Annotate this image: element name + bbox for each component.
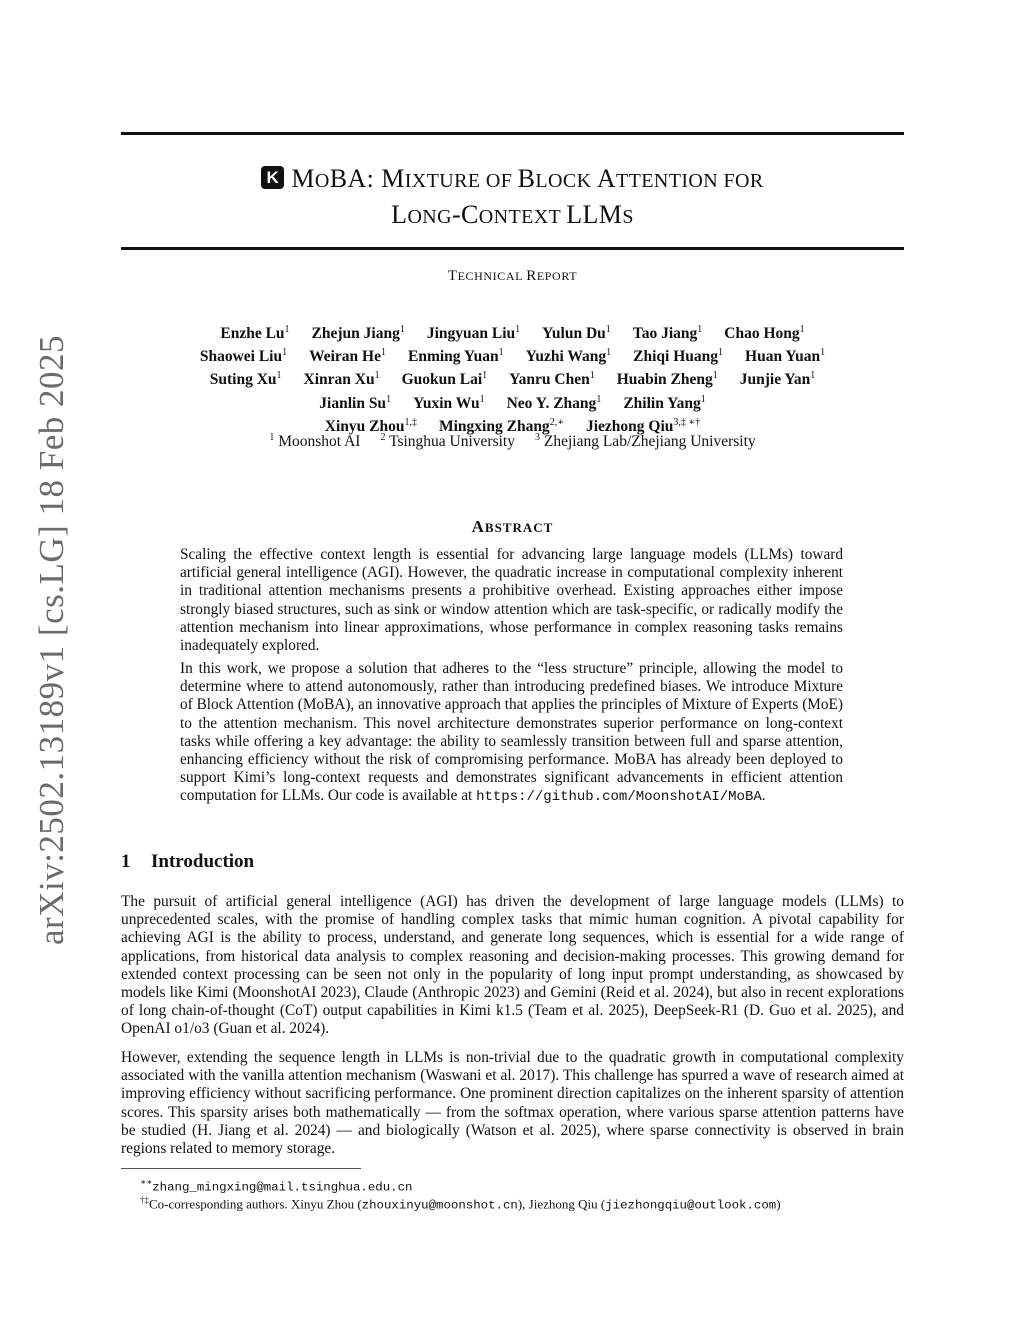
footnote-rule [121, 1168, 361, 1169]
affiliation-marker: 1,‡ [404, 416, 417, 428]
author-name-text: Jianlin Su [319, 394, 387, 412]
author-name-text: Enming Yuan [408, 348, 499, 366]
author-name-text: Tao Jiang [632, 325, 698, 343]
affiliation-marker: 2,∗ [549, 416, 564, 428]
affiliation-marker: 1 [799, 324, 805, 335]
author-list [121, 320, 904, 436]
affiliation-marker: 1 [605, 324, 611, 335]
author-name [309, 348, 386, 365]
affiliation-marker: 1 [276, 370, 282, 382]
author-name-text: Enzhe Lu [220, 325, 285, 343]
footnote-email-link[interactable]: zhang_mingxing@mail.tsinghua.edu.cn [152, 1180, 413, 1195]
affiliation-marker: 1 [498, 347, 504, 359]
author-name [526, 348, 612, 365]
author-row [121, 366, 904, 389]
arxiv-identifier-stamp: arXiv:2502.13189v1 [cs.LG] 18 Feb 2025 [32, 334, 71, 945]
author-name-text: Chao Hong [724, 325, 800, 343]
title-line-2: LONG-CONTEXT LLMS [391, 200, 634, 229]
footnote-email-link[interactable]: jiezhongqiu@outlook.com [605, 1198, 777, 1213]
author-name-text: Zhilin Yang [623, 394, 701, 412]
abstract-heading: ABSTRACT [471, 517, 554, 536]
author-name [220, 325, 289, 342]
affiliation-marker: 1 [374, 370, 380, 382]
author-name-text: Shaowei Liu [199, 348, 283, 366]
author-row [121, 320, 904, 343]
title-bottom-rule [121, 247, 904, 250]
affiliation-marker: 1 [282, 347, 288, 359]
author-name-text: Zhiqi Huang [633, 348, 719, 366]
affiliation-marker: 1 [386, 393, 392, 405]
affiliation [269, 433, 360, 450]
author-name [633, 348, 723, 365]
author-name [304, 371, 380, 388]
affiliation [380, 433, 515, 450]
author-name-text: Mingxing Zhang [439, 417, 550, 435]
affiliation-number: 2 [380, 432, 386, 443]
footnote-email-link[interactable]: zhouxinyu@moonshot.cn [361, 1198, 518, 1213]
affiliation-marker: 1 [810, 370, 816, 382]
footnote-2: †‡Co-corresponding authors. Xinyu Zhou (zhouxinyu@moonshot.cn), Jiezhong Qiu (jiezhongqiu@outlook.com) [140, 1195, 781, 1213]
author-row [121, 389, 904, 412]
paper-title [121, 162, 904, 234]
author-name [402, 371, 488, 388]
abstract-paragraph-2: In this work, we propose a solution that adheres to the “less structure” principle, allowing the model to determine where to attend autonomously, rather than introducing predefined biases. We introduce Mixture of Block Attention (MoBA), an innovative approach that applies the principles of Mixture of Experts (MoE) to the attention mechanism. This novel architecture demonstrates superior performance on long-context tasks while offering a key advantage: the ability to seamlessly transition between full and sparse attention, enhancing efficiency without the risk of compromising performance. MoBA has already been deployed to support Kimi’s long-context requests and demonstrates significant advancements in efficient attention computation for LLMs. Our code is available at https://github.com/MoonshotAI/MoBA. [180, 660, 843, 806]
affiliation-name: Tsinghua University [389, 433, 515, 451]
affiliation-marker: 1 [606, 347, 612, 359]
affiliation-marker: 1 [284, 324, 290, 335]
author-name-text: Xinran Xu [303, 371, 375, 389]
affiliation-number: 3 [535, 432, 540, 443]
author-name-text: Yuzhi Wang [525, 348, 607, 366]
affiliation-marker: 1 [381, 347, 386, 359]
author-name-text: Neo Y. Zhang [506, 394, 597, 412]
affiliation-number: 1 [269, 432, 275, 443]
affiliation-list [121, 432, 904, 451]
intro-paragraph-2: However, extending the sequence length in LLMs is non-trivial due to the quadratic growth in computational complexity associated with the vanilla attention mechanism (Waswani et al. 2017). This challenge has spurred a wave of research aimed at improving efficiency without sacrificing performance. One prominent direction capitalizes on the inherent sparsity of attention scores. This sparsity arises both mathematically — from the softmax operation, where various sparse attention patterns have be studied (H. Jiang et al. 2024) — and biologically (Watson et al. 2025), where sparse connectivity is observed in brain regions related to memory storage. [121, 1049, 904, 1158]
author-name-text: Yulun Du [542, 325, 606, 343]
author-name [312, 325, 405, 342]
author-name [319, 395, 391, 412]
abstract-paragraph-1: Scaling the effective context length is essential for advancing large language models (LLMs) toward artificial general intelligence (AGI). However, the quadratic increase in computational complexity inherent in traditional attention mechanisms presents a prohibitive overhead. Existing approaches either impose strongly biased structures, such as sink or window attention which are task-specific, or radically modify the attention mechanism into linear approximations, whose performance in complex reasoning tasks remains inadequately explored. [180, 546, 843, 655]
affiliation-marker: 1 [515, 324, 521, 335]
section-heading-introduction: 1 Introduction [121, 851, 255, 872]
author-name [413, 395, 485, 412]
code-repository-link[interactable]: https://github.com/MoonshotAI/MoBA [476, 789, 762, 806]
kimi-logo-icon: K [261, 166, 284, 189]
affiliation-marker: 1 [399, 324, 405, 335]
affiliation-name: Moonshot AI [278, 433, 361, 451]
footnote-1: ∗∗zhang_mingxing@mail.tsinghua.edu.cn [140, 1177, 413, 1195]
affiliation-marker: 1 [718, 347, 724, 359]
affiliation-marker: 1 [596, 393, 602, 405]
affiliation-marker: 1 [482, 370, 488, 382]
author-name [210, 371, 282, 388]
author-name-text: Zhejun Jiang [311, 325, 400, 343]
author-name-text: Junjie Yan [739, 371, 811, 389]
author-name-text: Guokun Lai [401, 371, 483, 389]
author-name [408, 348, 504, 365]
author-name-text: Jingyuan Liu [426, 325, 516, 343]
affiliation-marker: 1 [589, 370, 595, 382]
affiliation-marker: 1 [820, 347, 826, 359]
affiliation-marker: 1 [712, 370, 718, 382]
affiliation-marker: 3,‡ ∗† [673, 416, 701, 428]
intro-paragraph-1: The pursuit of artificial general intelligence (AGI) has driven the development of large language models (LLMs) to unprecedented scales, with the promise of handling complex tasks that mimic human cognition. A pivotal capability for achieving AGI is the ability to process, understand, and generate long sequences, which is essential for a wide range of applications, from historical data analysis to complex reasoning and decision-making processes. This growing demand for extended context processing can be seen not only in the popularity of long input prompt understanding, as showcased by models like Kimi (MoonshotAI 2023), Claude (Anthropic 2023) and Gemini (Reid et al. 2024), but also in recent explorations of long chain-of-thought (CoT) output capabilities in Kimi k1.5 (Team et al. 2025), DeepSeek-R1 (D. Guo et al. 2025), and OpenAI o1/o3 (Guan et al. 2024). [121, 893, 904, 1038]
author-name [617, 371, 718, 388]
author-name-text: Yanru Chen [509, 371, 590, 389]
author-name [542, 325, 611, 342]
title-line-1: K MOBA: MIXTURE OF BLOCK ATTENTION FOR [121, 162, 904, 198]
report-type-label: TECHNICAL REPORT [447, 268, 578, 284]
affiliation [535, 433, 756, 450]
author-name-text: Xinyu Zhou [324, 417, 405, 435]
title-top-rule [121, 132, 904, 135]
author-name-text: Huabin Zheng [616, 371, 713, 389]
affiliation-name: Zhejiang Lab/Zhejiang University [543, 433, 756, 451]
affiliation-marker: 1 [479, 393, 485, 405]
author-name-text: Weiran He [309, 348, 381, 366]
author-name [724, 325, 804, 342]
author-name [507, 395, 602, 412]
author-name-text: Jiezhong Qiu [585, 417, 674, 435]
affiliation-marker: 1 [697, 324, 703, 335]
author-name [740, 371, 815, 388]
author-name [633, 325, 702, 342]
author-name-text: Suting Xu [209, 371, 277, 389]
author-name-text: Huan Yuan [745, 348, 821, 366]
author-name [427, 325, 520, 342]
author-name-text: Yuxin Wu [413, 394, 480, 412]
affiliation-marker: 1 [700, 393, 706, 405]
author-name [745, 348, 825, 365]
author-row [121, 343, 904, 366]
author-name [200, 348, 287, 365]
author-name [509, 371, 595, 388]
author-name [623, 395, 705, 412]
